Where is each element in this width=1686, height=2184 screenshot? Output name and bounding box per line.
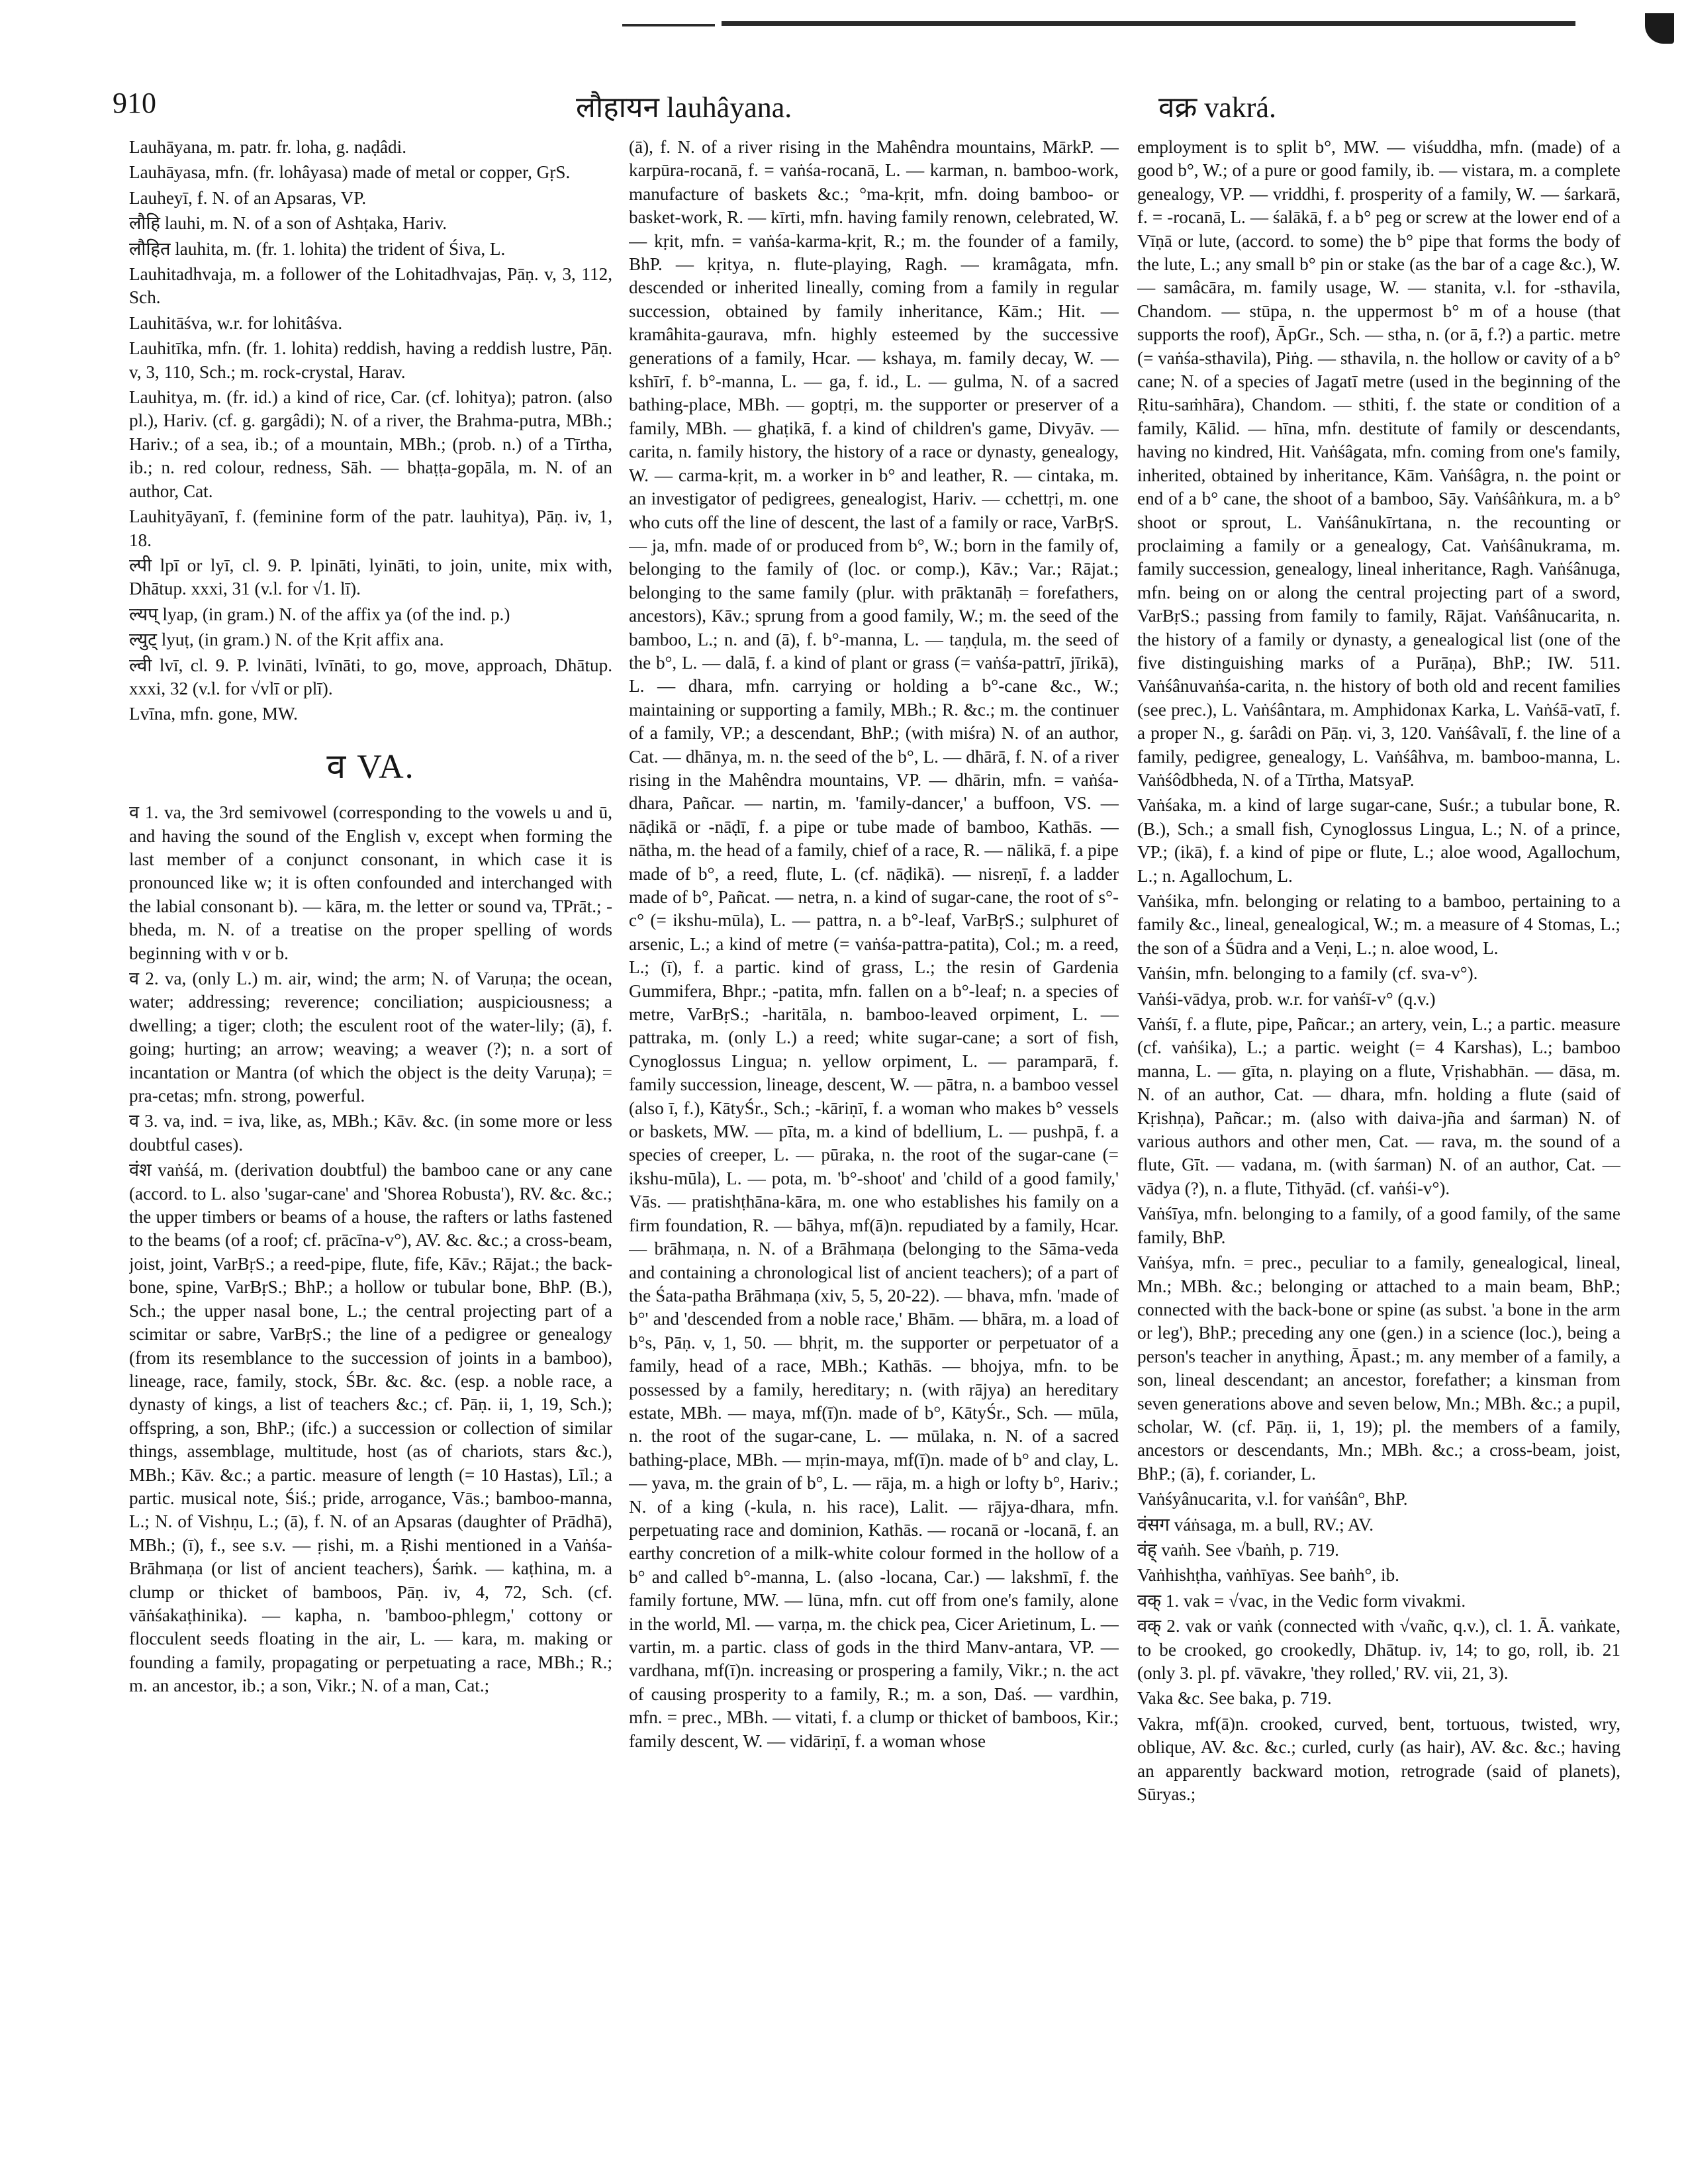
dictionary-entry: व 1. va, the 3rd semivowel (corresponding to the vowels u and ū, and having the sound of the English v, except when forming the last member of a conjunct consonant, in which case it is pronounced like w; it is often confounded and interchanged with the labial consonant b). — kāra, m. the letter or sound va, TPrāt.; -bheda, m. N. of a treatise on the proper spelling of words beginning with v or b. xyxy=(129,802,612,963)
dictionary-entry: ल्वी lvī, cl. 9. P. lvināti, lvīnāti, to go, move, approach, Dhātup. xxxi, 32 (v.l. for √vlī or plī). xyxy=(129,655,612,698)
dictionary-entry: वक् 1. vak = √vac, in the Vedic form vivakmi. xyxy=(1137,1590,1466,1611)
left-running-head: लौहायन lauhâyana. xyxy=(576,91,792,124)
dictionary-entry: लौहि lauhi, m. N. of a son of Ashṭaka, Hariv. xyxy=(129,213,447,234)
scan-artifact xyxy=(722,21,1575,26)
dictionary-entry: Vaka &c. See baka, p. 719. xyxy=(1137,1688,1332,1709)
dictionary-entry: वक् 2. vak or vaṅk (connected with √vañc, q.v.), cl. 1. Ā. vaṅkate, to be crooked, go crookedly, Dhātup. iv, 14; to go, roll, ib. 21 (only 3. pl. pf. vāvakre, 'they rolled,' RV. vii, 21, 3). xyxy=(1137,1616,1620,1683)
dictionary-entry: Vaṅśika, mfn. belonging or relating to a bamboo, pertaining to a family &c., lineal, genealogical, W.; m. a measure of 4 Stomas, L.; the son of a Śūdra and a Veṇi, L.; n. aloe wood, L. xyxy=(1137,891,1620,958)
dictionary-entry: Vakra, mf(ā)n. crooked, curved, bent, tortuous, twisted, wry, oblique, AV. &c. &c.; curled, curly (as hair), AV. &c. &c.; having an apparently backward motion, retrograde (said of planets), Sūryas.; xyxy=(1137,1713,1620,1805)
dictionary-entry: Vaṅhishṭha, vaṅhīyas. See baṅh°, ib. xyxy=(1137,1565,1399,1586)
column-2 xyxy=(629,136,1119,2148)
dictionary-entry: Vaṅśi-vādya, prob. w.r. for vaṅśī-v° (q.v.) xyxy=(1137,988,1436,1009)
page-number: 910 xyxy=(113,87,156,119)
right-running-head: वक्र vakrá. xyxy=(1158,91,1276,124)
dictionary-entry: Vaṅśyânucarita, v.l. for vaṅśân°, BhP. xyxy=(1137,1489,1408,1509)
dictionary-entry: Vaṅśya, mfn. = prec., peculiar to a family, genealogical, lineal, Mn.; MBh. &c.; belonging or attached to a main beam, BhP.; connected with the back-bone or spine (as subst. 'a bone in the arm or leg'), BhP.; preceding any one (gen.) in a science (loc.), being a person's teacher in anything, Āpast.; m. any member of a family, a son, lineal descendant; an ancestor, forefather; a kinsman from seven generations above and seven below, Mn.; MBh. &c.; a pupil, scholar, W. (cf. Pāṇ. ii, 1, 19); pl. the members of a family, ancestors or descendants, Mn.; MBh. &c.; a cross-beam, joist, BhP.; (ā), f. coriander, L. xyxy=(1137,1253,1620,1484)
dictionary-entry: Vaṅśaka, m. a kind of large sugar-cane, Suśr.; a tubular bone, R. (B.), Sch.; a small fish, Cynoglossus Lingua, L.; N. of a prince, VP.; (ikā), f. a kind of pipe or flute, L.; aloe wood, Agallochum, L.; n. Agallochum, L. xyxy=(1137,795,1620,886)
dictionary-entry: ल्पी lpī or lyī, cl. 9. P. lpināti, lyināti, to join, unite, mix with, Dhātup. xxxi, 31 (v.l. for √1. lī). xyxy=(129,555,612,599)
dictionary-entry: Vaṅśī, f. a flute, pipe, Pañcar.; an artery, vein, L.; a partic. measure (cf. vaṅśika), L.; a partic. weight (= 4 Karshas), L.; bamboo manna, L. — gīta, n. playing on a flute, Vṛishabhān. — dāsa, m. N. of an author, Cat. — dhara, mfn. holding a flute (said of Kṛishṇa), Pañcar.; m. (also with daiva-jña and śarman) N. of various authors and other men, Cat. — rava, m. the sound of a flute, Gīt. — vadana, m. (with śarman) N. of an author, Cat. — vādya (?), n. a flute, Tithyād. (cf. vaṅśi-v°). xyxy=(1137,1014,1620,1198)
page-tab-marker xyxy=(1645,13,1674,44)
dictionary-entry: Lvīna, mfn. gone, MW. xyxy=(129,704,298,724)
dictionary-entry: Lauhitya, m. (fr. id.) a kind of rice, Car. (cf. lohitya); patron. (also pl.), Hariv. (cf. g. gargâdi); N. of a river, the Brahma-putra, MBh.; Hariv.; of a sea, ib.; of a mountain, MBh.; (prob. n.) of a Tīrtha, ib.; n. red colour, redness, Sāh. — bhaṭṭa-gopāla, m. N. of an author, Cat. xyxy=(129,387,612,501)
dictionary-entry: Lauhitāśva, w.r. for lohitâśva. xyxy=(129,312,343,333)
dictionary-entry: वंह् vaṅh. See √baṅh, p. 719. xyxy=(1137,1539,1339,1560)
dictionary-entry: Lauhāyana, m. patr. fr. loha, g. naḍâdi. xyxy=(129,137,407,157)
section-heading: व VA. xyxy=(326,747,415,786)
dictionary-entry: Vaṅśīya, mfn. belonging to a family, of a good family, of the same family, BhP. xyxy=(1137,1204,1620,1247)
column-3 xyxy=(1137,136,1620,2148)
page-header xyxy=(113,86,1635,132)
dictionary-entry: व 2. va, (only L.) m. air, wind; the arm; N. of Varuṇa; the ocean, water; addressing; reverence; conciliation; auspiciousness; a dwelling; a tiger; cloth; the esculent root of the water-lily; (ā), f. going; hurting; an arrow; weaving; a weaver (?); n. a sort of incantation or Mantra (of which the object is the deity Varuṇa); = pra-cetas; mfn. strong, powerful. xyxy=(129,969,612,1106)
dictionary-entry: वंश vaṅśá, m. (derivation doubtful) the bamboo cane or any cane (accord. to L. also 'sugar-cane' and 'Shorea Robusta'), RV. &c. &c.; the upper timbers or beams of a house, the rafters or laths fastened to the beams (of a roof; cf. prācīna-v°), AV. &c. &c.; a cross-beam, joist, joint, VarBṛS.; a reed-pipe, flute, fife, Kāv.; Rājat.; the back-bone, spine, VarBṛS.; BhP.; a hollow or tubular bone, BhP. (B.), Sch.; the upper nasal bone, L.; the central projecting part of a scimitar or sabre, VarBṛS.; the line of a pedigree or genealogy (from its resemblance to the succession of joints in a bamboo), lineage, race, family, stock, ŚBr. &c. &c. (esp. a noble race, a dynasty of kings, a list of teachers &c.; cf. Pāṇ. ii, 1, 19, Sch.); offspring, a son, BhP.; (ifc.) a succession or collection of similar things, assemblage, multitude, host (as of chariots, stars &c.), MBh.; Kāv. &c.; a partic. measure of length (= 10 Hastas), Līl.; a partic. musical note, Śiś.; pride, arrogance, Vās.; bamboo-manna, L.; N. of Vishṇu, L.; (ā), f. N. of an Apsaras (daughter of Prādhā), MBh.; (ī), f., see s.v. — ṛishi, m. a Ṛishi mentioned in a Vaṅśa-Brāhmaṇa (or list of ancient teachers), Śaṁk. — kaṭhina, m. a clump or thicket of bamboos, Pāṇ. iv, 4, 72, Sch. (cf. vāṅśakaṭhinika). — kapha, n. 'bamboo-phlegm,' cottony or flocculent seeds floating in the air, L. — kara, m. making or founding a family, propagating or perpetuating a race, MBh.; R.; m. an ancestor, ib.; a son, Vikr.; N. of a man, Cat.; xyxy=(129,1160,612,1696)
dictionary-entry: Lauhitīka, mfn. (fr. 1. lohita) reddish, having a reddish lustre, Pāṇ. v, 3, 110, Sch.; m. rock-crystal, Harav. xyxy=(129,338,612,382)
column-1 xyxy=(129,136,612,2148)
dictionary-entry: ल्युट् lyuṭ, (in gram.) N. of the Kṛit affix ana. xyxy=(129,630,444,650)
dictionary-entry: Vaṅśin, mfn. belonging to a family (cf. sva-v°). xyxy=(1137,963,1478,984)
dictionary-entry: Lauhāyasa, mfn. (fr. lohâyasa) made of metal or copper, GṛS. xyxy=(129,162,571,183)
dictionary-entry: ल्यप् lyap, (in gram.) N. of the affix ya (of the ind. p.) xyxy=(129,604,510,624)
dictionary-entry: (ā), f. N. of a river rising in the Mahêndra mountains, MārkP. — karpūra-rocanā, f. = vaṅśa-rocanā, L. — karman, n. bamboo-work, manufacture of baskets &c.; °ma-kṛit, mfn. doing bamboo- or basket-work, R. — kīrti, mfn. having family renown, celebrated, W. — kṛit, mfn. = vaṅśa-karma-kṛit, R.; m. the founder of a family, BhP. — kṛitya, n. flute-playing, Ragh. — kramâgata, mfn. descended or inherited lineally, coming from a family in regular succession, obtained by family inheritance, Kām.; Hit. — kramâhita-gaurava, mfn. highly esteemed by the successive generations of a family, Hcar. — kshaya, m. family decay, W. — kshīrī, f. b°-manna, L. — ga, f. id., L. — gulma, N. of a sacred bathing-place, MBh. — goptṛi, m. the supporter or preserver of a family, MBh. — ghaṭikā, f. a kind of children's game, Divyāv. — carita, n. family history, the history of a race or dynasty, genealogy, W. — carma-kṛit, m. a worker in b° and leather, R. — cintaka, m. an investigator of pedigrees, genealogist, Hariv. — cchettṛi, m. one who cuts off the line of descent, the last of a family or race, VarBṛS. — ja, mfn. made of or produced from b°, W.; born in the family of, belonging to the family of (loc. or comp.), Kāv.; Var.; Rājat.; belonging to the same family (plur. with prāktanāḥ = forefathers, ancestors), Kāv.; sprung from a good family, W.; m. the seed of the bamboo, L.; n. and (ā), f. b°-manna, L. — taṇḍula, m. the seed of the b°, L. — dalā, f. a kind of plant or grass (= vaṅśa-pattrī, jīrikā), L. — dhara, mfn. carrying or holding a b°-cane &c., W.; maintaining or supporting a family, MBh.; R. &c.; m. the continuer of a family, VP.; a descendant, BhP.; (with miśra) N. of an author, Cat. — dhānya, m. n. the seed of the b°, L. — dhārā, f. N. of a river rising in the Mahêndra mountains, VP. — dhārin, mfn. = vaṅśa-dhara, Pañcar. — nartin, m. 'family-dancer,' a buffoon, VS. — nāḍikā or -nāḍī, f. a pipe or tube made of bamboo, Kathās. — nātha, m. the head of a family, chief of a race, R. — nālikā, f. a pipe made of b°, a reed, flute, L. (cf. nāḍikā). — nisreṇī, f. a ladder made of b°, Pañcat. — netra, n. a kind of sugar-cane, the root of s°-c° (= ikshu-mūla), L. — pattra, n. a b°-leaf, VarBṛS.; sulphuret of arsenic, L.; a kind of metre (= vaṅśa-pattra-patita), Col.; m. a reed, L.; (ī), f. a partic. kind of grass, L.; the resin of Gardenia Gummifera, Bhpr.; -patita, mfn. fallen on a b°-leaf; n. a species of metre, VarBṛS.; -haritāla, n. bamboo-leaved orpiment, L. — pattraka, m. (only L.) a reed; white sugar-cane; a sort of fish, Cynoglossus Lingua; n. yellow orpiment, L. — paramparā, f. family succession, lineage, descent, W. — pātra, n. a bamboo vessel (also ī, f.), KātyŚr., Sch.; -kāriṇī, f. a woman who makes b° vessels or baskets, MW. — pīta, m. a kind of bdellium, L. — pushpā, f. a species of creeper, L. — pūraka, n. the root of the sugar-cane (= ikshu-mūla), L. — pota, m. 'b°-shoot' and 'child of a good family,' Vās. — pratishṭhāna-kāra, m. one who establishes his family on a firm foundation, R. — bāhya, mf(ā)n. repudiated by a family, Hcar. — brāhmaṇa, n. N. of a Brāhmaṇa (belonging to the Sāma-veda and containing a chronological list of ancient teachers); of a part of the Śata-patha Brāhmaṇa (xiv, 5, 5, 20-22). — bhava, mfn. 'made of b°' and 'descended from a noble race,' Bhām. — bhāra, m. a load of b°s, Pāṇ. v, 1, 50. — bhṛit, m. the supporter or perpetuator of a family, head of a race, MBh.; Kathās. — bhojya, mfn. to be possessed by a family, hereditary; n. (with rājya) an hereditary estate, MBh. — maya, mf(ī)n. made of b°, KātyŚr., Sch. — mūla, n. the root of the sugar-cane, L. — mūlaka, n. N. of a sacred bathing-place, MBh. — mṛin-maya, mf(ī)n. made of b° and clay, L. — yava, m. the grain of b°, L. — rāja, m. a high or lofty b°, Hariv.; N. of a king (-kula, n. his race), Lalit. — rājya-dhara, mfn. perpetuating race and dominion, Kathās. — rocanā or -locanā, f. an earthy concretion of a milk-white colour formed in the hollow of a b° and called b°-manna, L. (also -locana, Car.) — lakshmī, f. the family fortune, MW. — lūna, mfn. cut off from one's family, alone in the world, Ml. — varṇa, m. the chick pea, Cicer Arietinum, L. — vartin, m. a partic. class of gods in the third Manv-antara, VP. — vardhana, mf(ī)n. increasing or prospering a family, Vikr.; n. the act of causing prosperity to a family, R.; m. a son, Daś. — vardhin, mfn. = prec., MBh. — vitati, f. a clump or thicket of bamboos, Kir.; family descent, W. — vidāriṇī, f. a woman whose xyxy=(629,137,1119,1751)
scan-artifact xyxy=(622,24,715,26)
dictionary-entry: employment is to split b°, MW. — viśuddha, mfn. (made) of a good b°, W.; of a pure or good family, ib. — vistara, m. a complete genealogy, VP. — vriddhi, f. prosperity of a family, W. — śarkarā, f. = -rocanā, L. — śalākā, f. a b° peg or screw at the lower end of a Vīṇā or lute, (accord. to some) the b° pipe that forms the body of the lute, L.; any small b° pin or stake (as the bar of a cage &c.), W. — samâcāra, m. family usage, W. — stanita, v.l. for -sthavila, Chandom. — stūpa, n. the uppermost b° m of a house (that supports the roof), ĀpGr., Sch. — stha, n. (or ā, f.?) a partic. metre (= vaṅśa-sthavila), Piṅg. — sthavila, n. the hollow or cavity of a b° cane; N. of a species of Jagatī metre (used in the beginning of the Ṛitu-saṁhāra), Chandom. — sthiti, f. the state or condition of a family, Kālid. — hīna, mfn. destitute of family or descendants, having no kindred, Hit. Vaṅśâgata, mfn. coming from one's family, inherited, obtained by inheritance, Kām. Vaṅśâgra, n. the point or end of a b° cane, the shoot of a bamboo, Sāy. Vaṅśâṅkura, m. a b° shoot or sprout, L. Vaṅśânukīrtana, n. the recounting or proclaiming a family or a genealogy, Cat. Vaṅśânukrama, m. family succession, genealogy, lineal inheritance, Ragh. Vaṅśânuga, mfn. being on or along the central projecting part of a sword, VarBṛS.; passing from family to family, Rājat. Vaṅśânucarita, n. the history of a family or dynasty, a genealogical list (one of the five distinguishing marks of a Purāṇa), BhP.; IW. 511. Vaṅśânuvaṅśa-carita, n. the history of both old and recent families (see prec.), L. Vaṅśântara, m. Amphidonax Karka, L. Vaṅśā-vatī, f. a proper N., g. śarâdi on Pāṇ. vi, 3, 120. Vaṅśâvalī, f. the line of a family, pedigree, genealogy, L. Vaṅśâhva, m. bamboo-manna, L. Vaṅśôdbheda, N. of a Tīrtha, MatsyaP. xyxy=(1137,137,1620,790)
dictionary-entry: Lauheyī, f. N. of an Apsaras, VP. xyxy=(129,187,367,208)
dictionary-entry: व 3. va, ind. = iva, like, as, MBh.; Kāv. &c. (in some more or less doubtful cases). xyxy=(129,1111,612,1155)
dictionary-entry: Lauhityāyanī, f. (feminine form of the patr. lauhitya), Pāṇ. iv, 1, 18. xyxy=(129,506,612,550)
dictionary-entry: Lauhitadhvaja, m. a follower of the Lohitadhvajas, Pāṇ. v, 3, 112, Sch. xyxy=(129,264,612,308)
dictionary-entry: लौहित lauhita, m. (fr. 1. lohita) the trident of Śiva, L. xyxy=(129,238,506,259)
dictionary-entry: वंसग váṅsaga, m. a bull, RV.; AV. xyxy=(1137,1514,1374,1535)
